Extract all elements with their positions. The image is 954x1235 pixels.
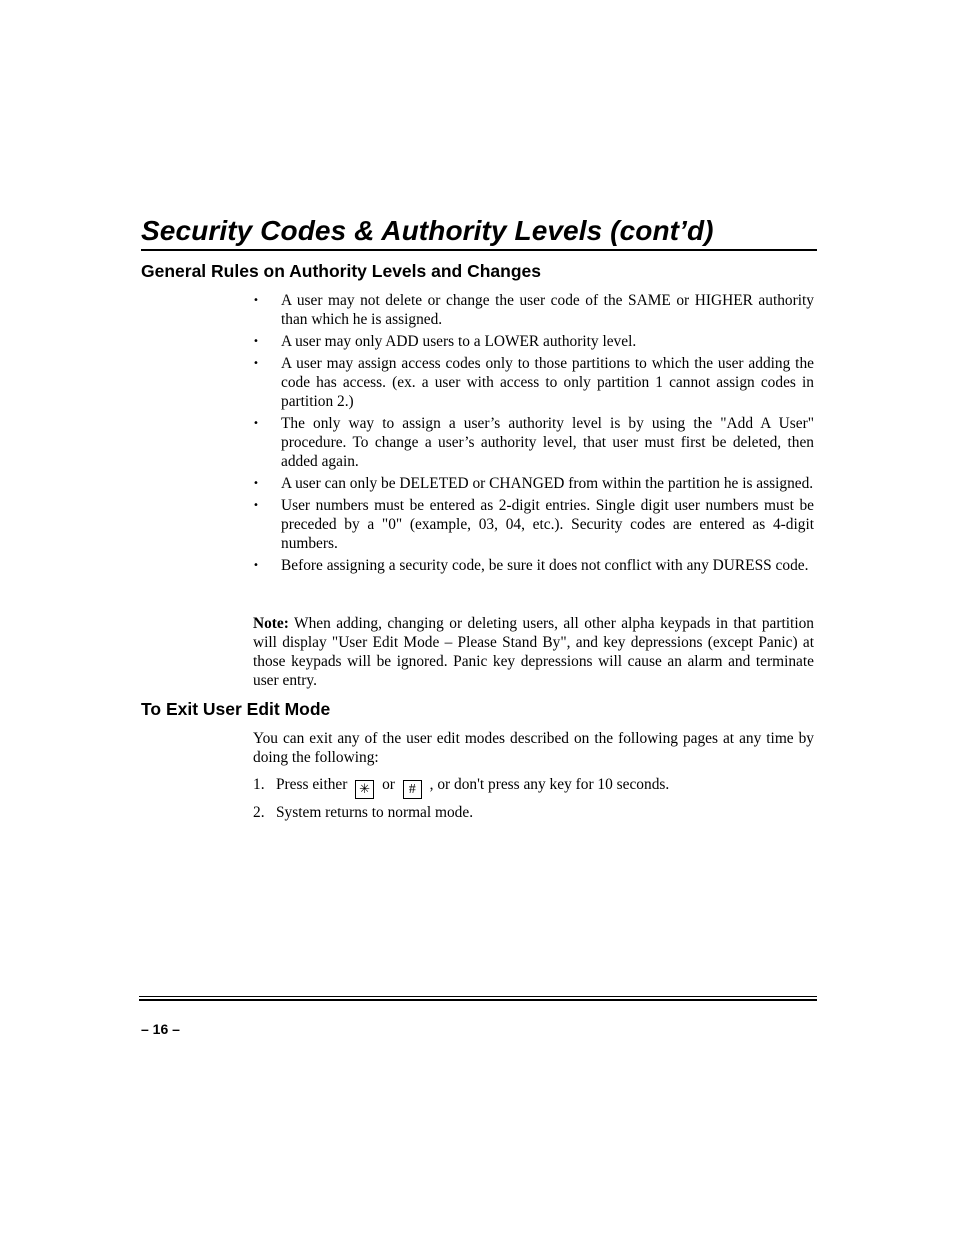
bullet-icon: • (253, 358, 259, 369)
bullet-icon: • (253, 418, 259, 429)
list-item-text: A user can only be DELETED or CHANGED from within the partition he is assigned. (281, 475, 814, 492)
step-number: 2. (253, 804, 265, 821)
list-item (253, 474, 814, 493)
page-number: – 16 – (141, 1021, 180, 1037)
step-1 (253, 775, 814, 799)
bullet-icon: • (253, 478, 259, 489)
exit-intro-paragraph: You can exit any of the user edit modes described on the following pages at any time by doing the following: (253, 730, 814, 766)
list-item (253, 354, 814, 411)
step-1-suffix: , or don't press any key for 10 seconds. (429, 776, 670, 793)
section-heading-general-rules: General Rules on Authority Levels and Changes (141, 261, 541, 281)
footer-rule-thin (139, 996, 817, 997)
authority-rules-list (253, 291, 814, 578)
list-item-text: A user may not delete or change the user code of the SAME or HIGHER authority than which he is assigned. (281, 292, 814, 328)
list-item-text: A user may assign access codes only to those partitions to which the user adding the code has access. (ex. a user with access to only partition 1 cannot assign codes in partition 2.) (281, 355, 814, 410)
list-item (253, 414, 814, 471)
step-number: 1. (253, 776, 265, 793)
step-2 (253, 803, 814, 822)
bullet-icon: • (253, 336, 259, 347)
bullet-icon: • (253, 295, 259, 306)
step-1-prefix: Press either (276, 776, 348, 793)
list-item (253, 291, 814, 329)
step-2-text: System returns to normal mode. (276, 804, 474, 821)
section-heading-exit-edit-mode: To Exit User Edit Mode (141, 699, 331, 719)
note-text: When adding, changing or deleting users, all other alpha keypads in that partition will display "User Edit Mode – Please Stand By", and key depressions (except Panic) at those keypads will be ignored. Panic key depressions will cause an alarm and terminate user entry. (253, 615, 814, 689)
list-item-text: User numbers must be entered as 2-digit entries. Single digit user numbers must be preceded by a "0" (example, 03, 04, etc.). Security codes are entered as 4-digit numbers. (281, 497, 814, 552)
star-key-icon: ✳ (355, 780, 374, 799)
page-title: Security Codes & Authority Levels (cont’d) (141, 215, 714, 246)
list-item (253, 332, 814, 351)
title-underline (141, 249, 817, 251)
bullet-icon: • (253, 560, 259, 571)
list-item-text: A user may only ADD users to a LOWER authority level. (281, 333, 637, 350)
list-item (253, 556, 814, 575)
list-item (253, 496, 814, 553)
bullet-icon: • (253, 500, 259, 511)
note-paragraph (253, 614, 814, 690)
pound-key-icon: # (403, 780, 422, 799)
footer-rule-thick (139, 999, 817, 1001)
list-item-text: Before assigning a security code, be sure it does not conflict with any DURESS code. (281, 557, 809, 574)
note-label: Note: (253, 615, 289, 632)
list-item-text: The only way to assign a user’s authority level is by using the "Add A User" procedure. To change a user’s authority level, that user must first be deleted, then added again. (281, 415, 814, 470)
step-1-connector: or (382, 776, 395, 793)
